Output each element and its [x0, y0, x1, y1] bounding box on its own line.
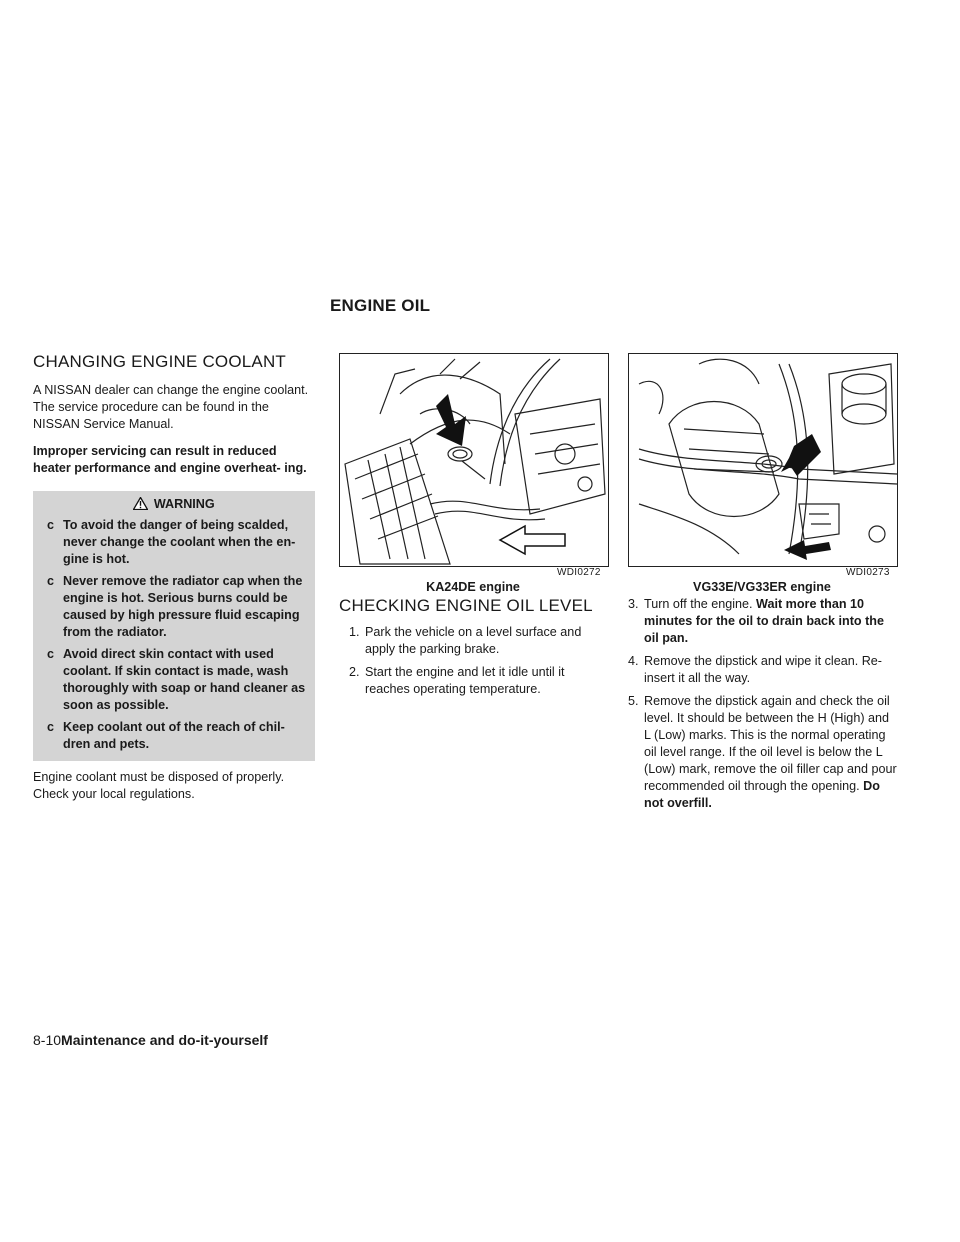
figure-vg33e-engine	[628, 353, 898, 567]
warning-label: WARNING	[153, 497, 215, 511]
figure-ka24de-engine	[339, 353, 609, 567]
warning-item: c Keep coolant out of the reach of chil- dren and pets.	[47, 720, 285, 751]
vg33e-engine-illustration	[629, 354, 897, 566]
coolant-heading: CHANGING ENGINE COOLANT	[33, 352, 287, 371]
warning-item: c Never remove the radiator cap when the engine is hot. Serious burns could be caused by high pressure fluid escaping from the radiator.	[47, 574, 303, 639]
warning-triangle-icon	[133, 497, 148, 510]
figure-caption-1: KA24DE engine	[426, 580, 520, 594]
oil-level-heading: CHECKING ENGINE OIL LEVEL	[339, 596, 593, 615]
ka24de-engine-illustration	[340, 354, 608, 566]
coolant-intro: A NISSAN dealer can change the engine coolant. The service procedure can be found in the NISSAN Service Manual.	[33, 383, 309, 431]
step-item: 2. Start the engine and let it idle until it reaches operating temperature.	[349, 665, 565, 696]
step-item: 5. Remove the dipstick again and check the oil level. It should be between the H (High) and L (Low) marks. This is the normal operating oil level range. If the oil level is below the L (Low) mark, remove the oil filler cap and pour recommended oil through the opening. Do not overfill.	[628, 694, 897, 810]
oil-level-section	[339, 596, 609, 704]
step-item: 4. Remove the dipstick and wipe it clean. Re- insert it all the way.	[628, 654, 882, 685]
chapter-title: Maintenance and do-it-yourself	[61, 1032, 268, 1048]
coolant-section	[33, 352, 315, 803]
oil-level-steps-left	[339, 624, 609, 698]
figure-code-1: WDI0272	[557, 567, 601, 578]
step-item: 1. Park the vehicle on a level surface and apply the parking brake.	[349, 625, 582, 656]
step-item: 3. Turn off the engine. Wait more than 10 minutes for the oil to drain back into the oil pan.	[628, 597, 884, 645]
oil-level-steps-right	[628, 596, 898, 818]
page-number: 8-10	[33, 1032, 62, 1048]
warning-item: c Avoid direct skin contact with used coolant. If skin contact is made, wash thoroughly with soap or hand cleaner as soon as possible.	[47, 647, 306, 712]
coolant-bold-note: Improper servicing can result in reduced heater performance and engine overheat- ing.	[33, 444, 307, 475]
figure-caption-2: VG33E/VG33ER engine	[693, 580, 831, 594]
warning-header	[41, 497, 307, 511]
figure-code-2: WDI0273	[846, 567, 890, 578]
warning-box	[33, 491, 315, 761]
section-title: ENGINE OIL	[330, 296, 431, 315]
warning-list	[41, 517, 307, 753]
coolant-disposal: Engine coolant must be disposed of properly. Check your local regulations.	[33, 770, 285, 801]
page-footer	[33, 1032, 268, 1048]
warning-item: c To avoid the danger of being scalded, never change the coolant when the en- gine is hot.	[47, 518, 296, 566]
